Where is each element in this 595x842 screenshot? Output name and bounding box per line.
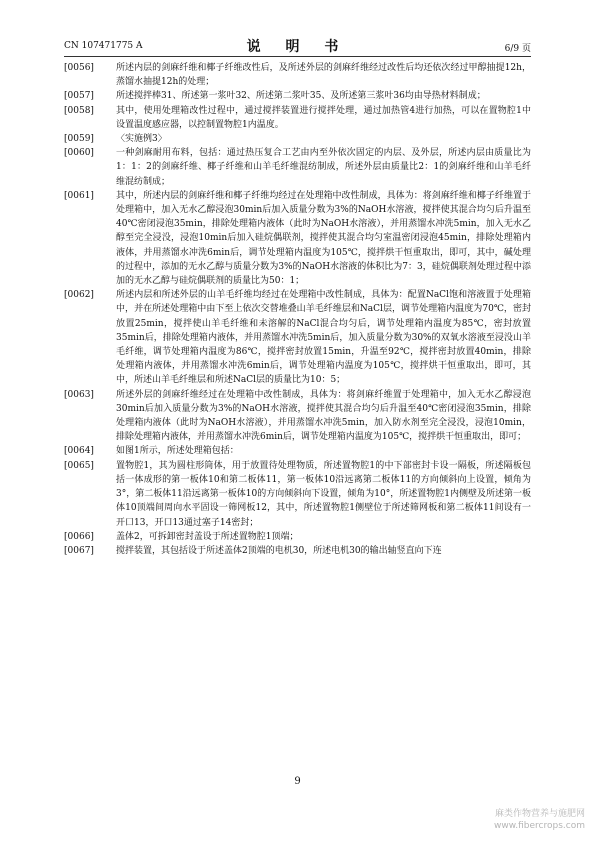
paragraph-number: [0065] <box>64 460 94 471</box>
paragraph-number: [0061] <box>64 190 94 201</box>
watermark <box>494 808 585 832</box>
paragraph-text: 如图1所示，所述处理箱包括： <box>116 446 239 457</box>
watermark-name: 麻类作物营养与施肥网 <box>494 809 585 819</box>
paragraph-number: [0062] <box>64 290 94 301</box>
page-number: 9 <box>294 776 301 787</box>
paragraph-number: [0066] <box>64 531 94 542</box>
paragraph-number: [0059] <box>64 134 94 145</box>
paragraph-number: [0063] <box>64 389 94 400</box>
paragraph-text: 置物腔1，其为圆柱形筒体，用于放置待处理物质，所述置物腔1的中下部密封卡设一隔板，所述隔板包括一体成形的第一板体10和第二板体11，第一板体10沿远离第二板体11的方向倾斜向上设置，倾角为3°，第二板体11沿远离第一板体10的方向倾斜向下设置，倾角为10°，所述置物腔1内侧壁及所述第一板体10顶端间周向水平固设一筛网板12，其中，所述置物腔1侧壁位于所述筛网板和第二板体11间设有一开口13，开口13通过塞子14密封； <box>116 460 531 528</box>
header-divider <box>64 56 531 57</box>
paragraph-number: [0058] <box>64 105 94 116</box>
document-body <box>64 61 531 558</box>
page-header <box>64 36 531 54</box>
paragraph-text: 所述内层和所述外层的山羊毛纤维均经过在处理箱中改性制成，具体为：配置NaCl饱和溶液置于处理箱中，并在所述处理箱中由下至上依次交替堆叠山羊毛纤维层和NaCl层，调节处理箱内温度为70℃，密封放置25min，搅拌使山羊毛纤维和未溶解的NaCl混合均匀后，调节处理箱内温度为85℃，密封放置35min后，排除处理箱内液体，并用蒸馏水冲洗5min后，加入质量分数为30%的双氧水溶液至浸没山羊毛纤维，调节处理箱内温度为86℃，搅拌密封放置15min，升温至92℃，搅拌密封放置40min，排除处理箱内液体，并用蒸馏水冲洗6min后，调节处理箱内温度为105℃，搅拌烘干恒重取出，即可，其中，所述山羊毛纤维层和所述NaCl层的质量比为10：5； <box>116 290 531 386</box>
paragraph-number: [0067] <box>64 545 94 556</box>
paragraph-0061 <box>64 189 531 288</box>
document-title: 说 明 书 <box>246 39 349 55</box>
paragraph-number: [0060] <box>64 148 94 159</box>
paragraph-text: 所述搅拌棒31、所述第一浆叶32、所述第二浆叶35、及所述第三浆叶36均由导热材料制成； <box>116 91 486 102</box>
paragraph-0060 <box>64 146 531 189</box>
paragraph-0062 <box>64 288 531 387</box>
paragraph-text: 所述外层的剑麻纤维经过在处理箱中改性制成，具体为：将剑麻纤维置于处理箱中，加入无水乙醇浸泡30min后加入质量分数为3%的NaOH水溶液，搅拌使其混合均匀后升温至40℃密闭浸泡35min，排除处理箱内液体（此时为NaOH水溶液），并用蒸馏水冲洗5min，加入防水剂至完全浸没，浸泡10min，排除处理箱内液体，并用蒸馏水冲洗6min后，调节处理箱内温度为105℃，搅拌烘干恒重取出，即可； <box>116 389 531 443</box>
paragraph-text: 其中，所述内层的剑麻纤维和椰子纤维均经过在处理箱中改性制成，具体为：将剑麻纤维和椰子纤维置于处理箱中，加入无水乙醇浸泡30min后加入质量分数为3%的NaOH水溶液，搅拌使其混合均匀后升温至40℃密闭浸泡35min，排除处理箱内液体（此时为NaOH水溶液），并用蒸馏水冲洗5min，加入无水乙醇至完全浸没，浸泡10min后加入硅烷偶联剂，搅拌使其混合均匀室温密闭浸泡45min，排除处理箱内液体，并用蒸馏水冲洗6min后，调节处理箱内温度为105℃，搅拌烘干恒重取出，即可，其中，碱处理的过程中，添加的无水乙醇与质量分数为3%的NaOH水溶液的体积比为7：3，硅烷偶联剂处理过程中添加的无水乙醇与硅烷偶联剂的质量比为50：1； <box>116 190 531 287</box>
paragraph-0057 <box>64 89 531 103</box>
paragraph-text: 搅拌装置，其包括设于所述盖体2顶端的电机30，所述电机30的输出轴竖直向下连 <box>116 545 442 556</box>
paragraph-0066 <box>64 530 531 544</box>
watermark-url: www.fibercrops.com <box>494 821 585 831</box>
paragraph-text: 盖体2，可拆卸密封盖设于所述置物腔1顶端； <box>116 531 299 542</box>
paragraph-0067 <box>64 544 531 558</box>
paragraph-number: [0057] <box>64 91 94 102</box>
paragraph-number: [0064] <box>64 446 94 457</box>
paragraph-0059 <box>64 132 531 146</box>
paragraph-0065 <box>64 459 531 530</box>
paragraph-text: 一种剑麻耐用布料，包括：通过热压复合工艺由内至外依次固定的内层、及外层，所述内层由质量比为1：1：2的剑麻纤维、椰子纤维和山羊毛纤维混纺制成，所述外层由质量比2：1的剑麻纤维和山羊毛纤维混纺制成； <box>116 148 531 187</box>
paragraph-number: [0056] <box>64 63 94 73</box>
paragraph-text: 其中，使用处理箱改性过程中，通过搅拌装置进行搅拌处理，通过加热管4进行加热，可以在置物腔1中设置温度感应器，以控制置物腔1内温度。 <box>116 105 531 130</box>
paragraph-0056 <box>64 61 531 89</box>
page-indicator: 6/9 页 <box>504 44 531 54</box>
paragraph-0064 <box>64 444 531 458</box>
paragraph-0058 <box>64 104 531 132</box>
section-heading: 〈实施例3〉 <box>116 134 167 145</box>
paragraph-text: 所述内层的剑麻纤维和椰子纤维改性后，及所述外层的剑麻纤维经过改性后均还依次经过甲醇抽提12h，蒸馏水抽提12h的处理； <box>116 63 531 88</box>
paragraph-0063 <box>64 388 531 445</box>
patent-number: CN 107471775 A <box>64 41 143 51</box>
